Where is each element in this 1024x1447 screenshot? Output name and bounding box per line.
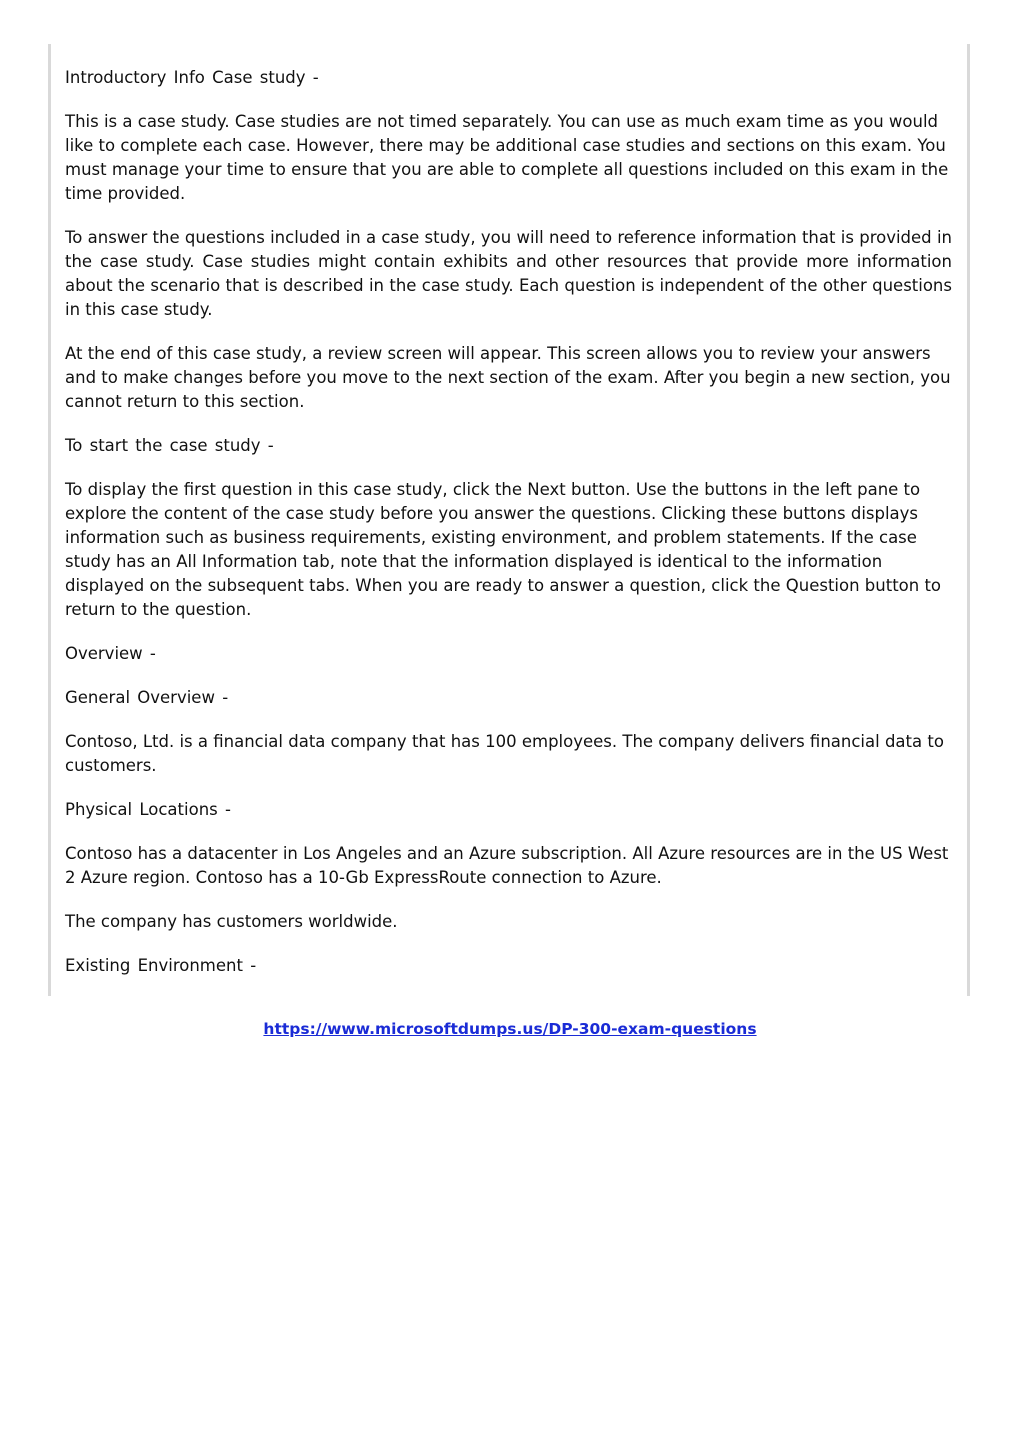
- document-body: [65, 66, 952, 998]
- case-study-note: This is a case study. Case studies are not timed separately. You can use as much exam time as you would like to complete each case. However, there may be additional case studies and sections on this exam. You must manage your time to ensure that you are able to complete all questions included on this exam in the time provided.: [65, 112, 949, 203]
- overview-heading: Overview -: [65, 644, 156, 663]
- general-overview-text: Contoso, Ltd. is a financial data company that has 100 employees. The company delivers financial data to customers.: [65, 732, 944, 775]
- general-overview-heading: General Overview -: [65, 688, 229, 707]
- physical-locations-text: Contoso has a datacenter in Los Angeles and an Azure subscription. All Azure resources are in the US West 2 Azure region. Contoso has a 10-Gb ExpressRoute connection to Azure.: [65, 844, 949, 887]
- physical-locations-heading: Physical Locations -: [65, 800, 231, 819]
- customers-text: The company has customers worldwide.: [65, 912, 398, 931]
- exam-questions-link[interactable]: https://www.microsoftdumps.us/DP-300-exam-questions: [263, 1020, 757, 1038]
- start-heading: To start the case study -: [65, 436, 274, 455]
- existing-environment-heading: Existing Environment -: [65, 956, 257, 975]
- start-instructions: To display the first question in this case study, click the Next button. Use the buttons in the left pane to explore the content of the case study before you answer the questions. Clicking these buttons displays information such as business requirements, existing environment, and problem statements. If the case study has an All Information tab, note that the information displayed is identical to the information displayed on the subsequent tabs. When you are ready to answer a question, click the Question button to return to the question.: [65, 480, 942, 619]
- intro-heading: Introductory Info Case study -: [65, 68, 319, 87]
- review-screen-note: At the end of this case study, a review screen will appear. This screen allows you to review your answers and to make changes before you move to the next section of the exam. After you begin a new section, you cannot return to this section.: [65, 344, 951, 411]
- answer-instructions: To answer the questions included in a case study, you will need to reference information that is provided in the case study. Case studies might contain exhibits and other resources that provide more information about the scenario that is described in the case study. Each question is independent of the other questions in this case study.: [65, 228, 952, 319]
